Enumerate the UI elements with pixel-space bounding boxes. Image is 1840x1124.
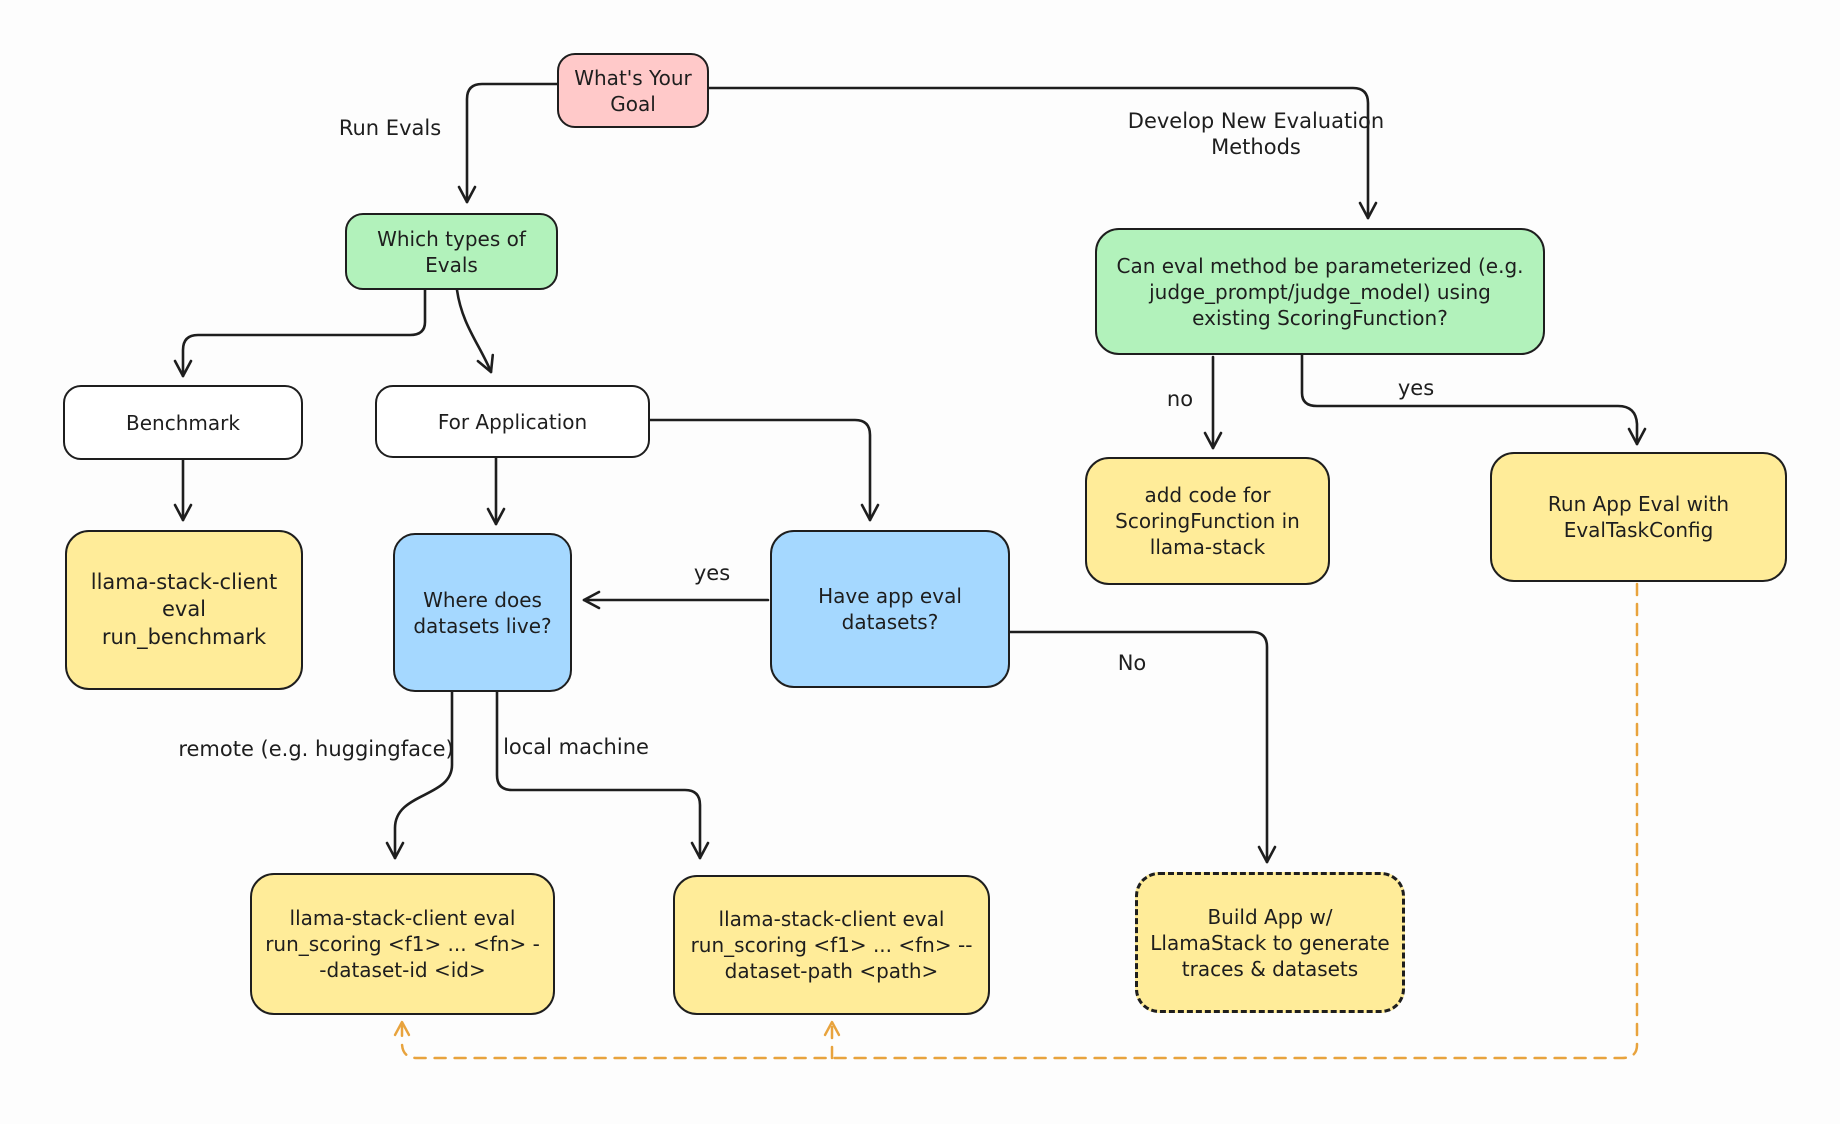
node-where-datasets: Where does datasets live?: [393, 533, 572, 692]
edge-run-app-feedback-main: [402, 584, 1637, 1058]
node-can-parameterize: Can eval method be parameterized (e.g. judge_prompt/judge_model) using existing ScoringFunction?: [1095, 228, 1545, 355]
edge-which-to-for-application: [457, 290, 491, 372]
edge-label-no-mid: No: [1117, 651, 1147, 675]
edge-for-application-to-have-datasets: [650, 420, 870, 520]
node-build-app: Build App w/ LlamaStack to generate traces & datasets: [1135, 872, 1405, 1013]
edge-where-to-scoring-path-local: [497, 692, 700, 858]
edge-label-yes-mid: yes: [693, 561, 731, 585]
node-benchmark: Benchmark: [63, 385, 303, 460]
node-goal: What's Your Goal: [557, 53, 709, 128]
edge-goal-to-which-types: [467, 84, 557, 202]
edge-label-local: local machine: [503, 735, 649, 759]
edge-which-to-benchmark: [183, 290, 425, 376]
node-run-app-eval: Run App Eval with EvalTaskConfig: [1490, 452, 1787, 582]
node-run-scoring-id: llama-stack-client eval run_scoring <f1> ... <fn> --dataset-id <id>: [250, 873, 555, 1015]
edge-label-remote: remote (e.g. huggingface): [178, 737, 454, 761]
edge-label-no-left: no: [1166, 387, 1194, 411]
node-have-datasets: Have app eval datasets?: [770, 530, 1010, 688]
node-add-code: add code for ScoringFunction in llama-stack: [1085, 457, 1330, 585]
node-which-types: Which types of Evals: [345, 213, 558, 290]
node-run-scoring-path: llama-stack-client eval run_scoring <f1> ... <fn> --dataset-path <path>: [673, 875, 990, 1015]
edge-can-param-to-run-app-yes: [1302, 355, 1637, 444]
edge-label-yes-right: yes: [1397, 376, 1435, 400]
edge-where-to-scoring-id-remote: [395, 692, 452, 858]
node-for-application: For Application: [375, 385, 650, 458]
edge-label-develop-new: Develop New Evaluation Methods: [1127, 109, 1385, 160]
node-run-benchmark: llama-stack-client eval run_benchmark: [65, 530, 303, 690]
edge-label-run-evals: Run Evals: [338, 116, 442, 140]
